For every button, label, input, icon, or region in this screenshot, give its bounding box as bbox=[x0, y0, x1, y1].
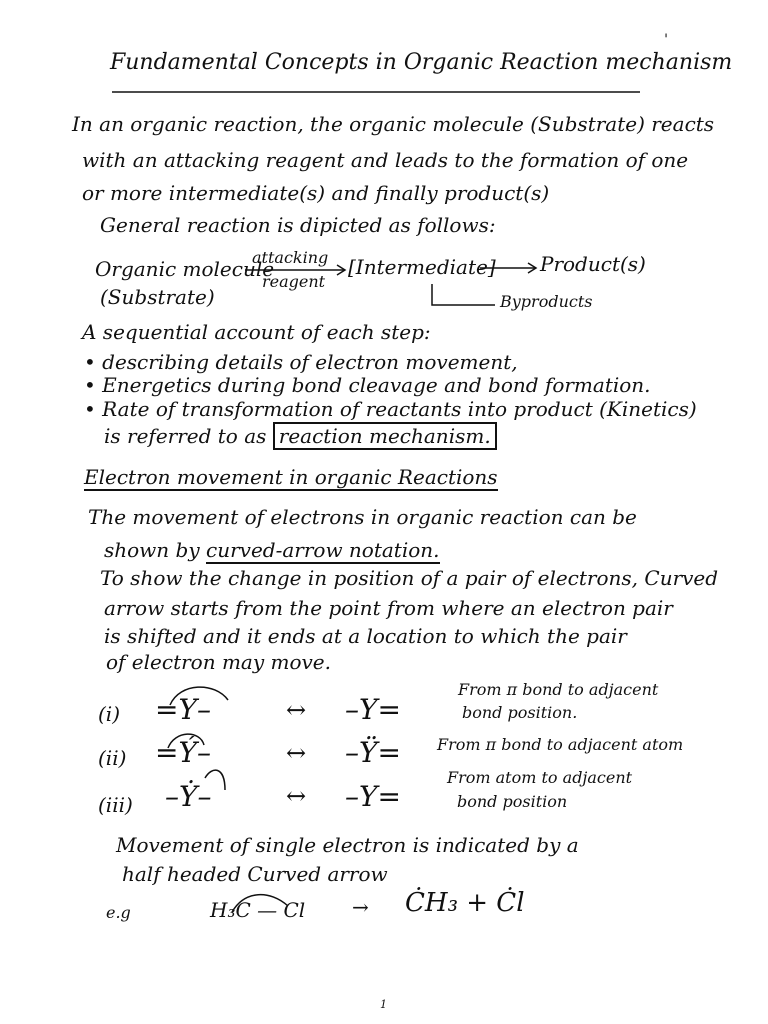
reaction-arrow-bottom: reagent bbox=[262, 272, 326, 291]
example-3-rhs: –Y= bbox=[345, 780, 401, 813]
eg-reactant: H₃C — Cl bbox=[210, 898, 306, 922]
section-line-1: The movement of electrons in organic reaction can be bbox=[88, 505, 637, 529]
section-line-4: arrow starts from the point from where an electron pair bbox=[104, 596, 673, 620]
bullet-2: • Energetics during bond cleavage and bond formation. bbox=[84, 373, 651, 397]
curved-arrow-3 bbox=[205, 770, 225, 790]
bullet-1-text: describing details of electron movement, bbox=[102, 350, 518, 374]
reaction-arrow-top: attacking bbox=[252, 248, 329, 267]
example-1-desc-1: From π bond to adjacent bbox=[458, 680, 659, 699]
half-headed-arrow bbox=[232, 895, 288, 912]
example-2-num: (ii) bbox=[98, 746, 127, 770]
example-1-arrow: ↔ bbox=[286, 696, 307, 724]
example-3-lhs: –Ẏ– bbox=[165, 780, 212, 813]
intro-line-1: In an organic reaction, the organic molecule (Substrate) reacts bbox=[72, 112, 715, 136]
curved-arrow-2 bbox=[168, 734, 204, 748]
curved-arrow-1 bbox=[170, 687, 228, 705]
closing-prefix: is referred to as bbox=[104, 424, 267, 448]
example-2-lhs: =Ý– bbox=[155, 736, 211, 769]
section-line-6: of electron may move. bbox=[106, 650, 331, 674]
example-3-num: (iii) bbox=[98, 793, 133, 817]
bullet-3-text: Rate of transformation of reactants into product (Kinetics) bbox=[102, 397, 697, 421]
example-1-rhs: –Y= bbox=[345, 693, 401, 726]
section-line-5: is shifted and it ends at a location to which the pair bbox=[104, 624, 627, 648]
sequential-heading: A sequential account of each step: bbox=[82, 320, 431, 344]
intro-line-2: with an attacking reagent and leads to the formation of one bbox=[82, 148, 689, 172]
corner-mark: ' bbox=[664, 32, 668, 48]
eg-label: e.g bbox=[106, 903, 131, 922]
bullet-2-text: Energetics during bond cleavage and bond formation. bbox=[102, 373, 651, 397]
reaction-substrate: Organic molecule bbox=[95, 257, 275, 281]
eg-products: ĊH₃ + Ċl bbox=[405, 888, 525, 918]
example-3-arrow: ↔ bbox=[286, 782, 307, 810]
reaction-substrate-label: (Substrate) bbox=[100, 285, 215, 309]
page-title: Fundamental Concepts in Organic Reaction mechanism bbox=[110, 50, 733, 75]
reaction-byproducts: Byproducts bbox=[500, 292, 593, 311]
example-2-arrow: ↔ bbox=[286, 739, 307, 767]
section-heading: Electron movement in organic Reactions bbox=[84, 465, 498, 489]
example-3-desc-1: From atom to adjacent bbox=[447, 768, 633, 787]
reaction-product: Product(s) bbox=[540, 252, 646, 276]
bullet-3: • Rate of transformation of reactants into product (Kinetics) bbox=[84, 397, 697, 421]
reaction-intermediate: [Intermediate] bbox=[348, 255, 496, 279]
intro-line-3: or more intermediate(s) and finally product(s) bbox=[82, 181, 550, 205]
closing-boxed-term: reaction mechanism. bbox=[273, 422, 497, 450]
byproduct-connector bbox=[432, 284, 495, 305]
curved-arrow-notation: curved-arrow notation. bbox=[206, 538, 440, 562]
example-3-desc-2: bond position bbox=[457, 792, 568, 811]
single-electron-line-1: Movement of single electron is indicated by a bbox=[116, 833, 579, 857]
intro-line-4: General reaction is dipicted as follows: bbox=[100, 213, 496, 237]
section-line-3: To show the change in position of a pair of electrons, Curved bbox=[100, 566, 719, 590]
example-1-num: (i) bbox=[98, 702, 121, 726]
bullet-1: • describing details of electron movement, bbox=[84, 350, 518, 374]
eg-arrow: → bbox=[352, 895, 369, 919]
example-1-desc-2: bond position. bbox=[462, 703, 578, 722]
section-line-2-text: shown by bbox=[104, 538, 200, 562]
example-1-lhs: =Y– bbox=[155, 693, 211, 726]
example-2-desc: From π bond to adjacent atom bbox=[437, 735, 684, 754]
page-number: 1 bbox=[380, 998, 387, 1011]
single-electron-line-2: half headed Curved arrow bbox=[122, 862, 388, 886]
example-2-rhs: –Ÿ= bbox=[345, 736, 401, 769]
